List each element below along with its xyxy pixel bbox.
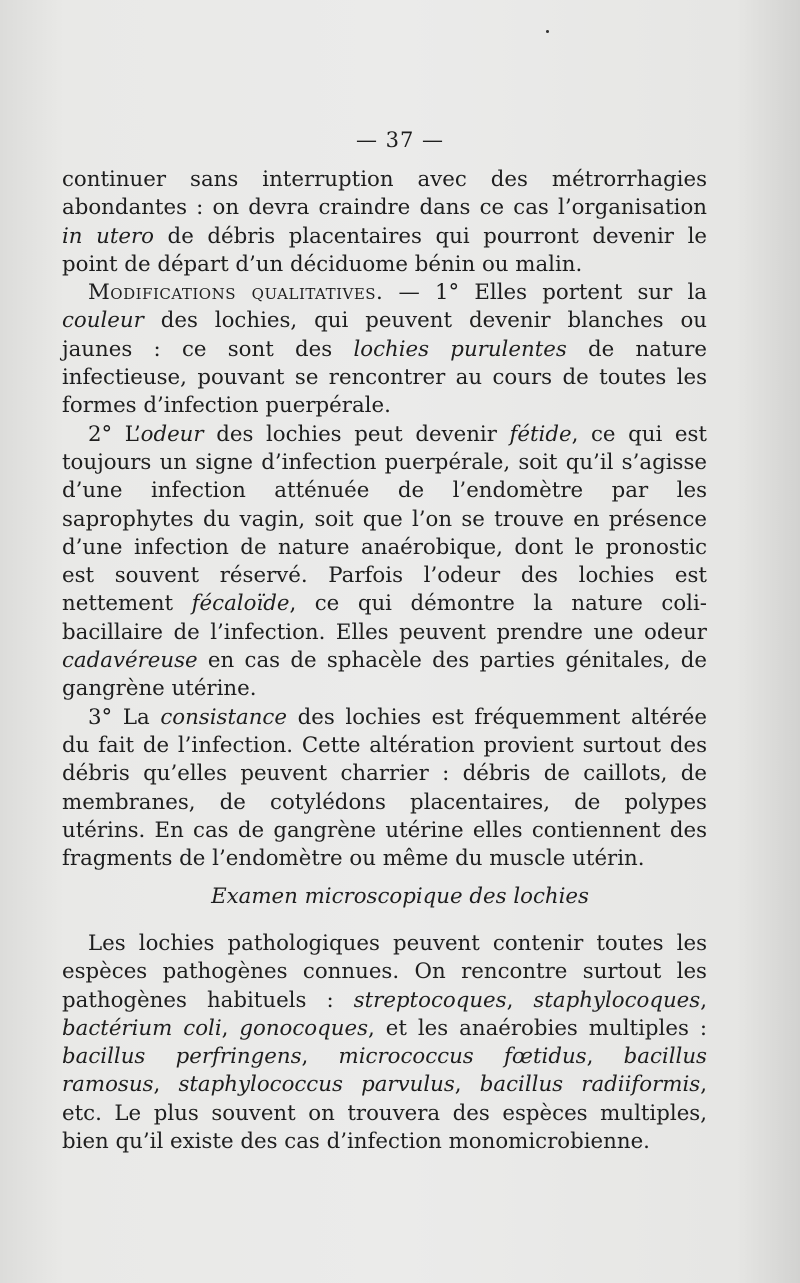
speck [546, 30, 549, 33]
run-in-heading: Modifications qualitatives. [88, 280, 384, 306]
main-text [62, 166, 707, 873]
page-number: — 37 — [355, 128, 445, 152]
paragraph-1: continuer sans interruption avec des métrorrhagies abondantes : on devra craindre dans ce cas l’organisation in utero de débris placentaires qui pourront devenir le point de départ d’un déciduome bénin ou malin. [62, 167, 707, 277]
paragraph-3: 2° L’odeur des lochies peut devenir fétide, ce qui est toujours un signe d’infection puerpérale, soit qu’il s’agisse d’une infection atténuée de l’endomètre par les saprophytes du vagin, soit que l’on se trouve en présence d’une infection de nature anaérobique, dont le pronostic est souvent réservé. Parfois l’odeur des lochies est nettement fécaloïde, ce qui démontre la nature coli-bacillaire de l’infection. Elles peuvent prendre une odeur cadavéreuse en cas de sphacèle des parties génitales, de gangrène utérine. [62, 421, 707, 702]
paragraph-4: 3° La consistance des lochies est fréquemment altérée du fait de l’infection. Cette altération provient surtout des débris qu’elles peuvent charrier : débris de caillots, de membranes, de cotylédons placentaires, de polypes utérins. En cas de gangrène utérine elles contiennent des fragments de l’endomètre ou même du muscle utérin. [62, 704, 708, 872]
paragraph-5: Les lochies pathologiques peuvent contenir toutes les espèces pathogènes connues. On rencontre surtout les pathogènes habituels : streptocoques, staphylocoques, bactérium coli, gonocoques, et les anaérobies multiples : bacillus perfringens, micrococcus fœtidus, bacillus ramosus, staphylococcus parvulus, bacillus radiiformis, etc. Le plus souvent on trouvera des espèces multiples, bien qu’il existe des cas d’infection monomicrobienne. [62, 931, 708, 1155]
paragraph-2: Modifications qualitatives. — 1° Elles portent sur la couleur des lochies, qui peuvent devenir blanches ou jaunes : ce sont des lochies purulentes de nature infectieuse, pouvant se rencontrer au cours de toutes les formes d’infection puerpérale. [62, 280, 707, 419]
section-text [62, 930, 707, 1156]
section-heading: Examen microscopique des lochies [211, 884, 589, 909]
